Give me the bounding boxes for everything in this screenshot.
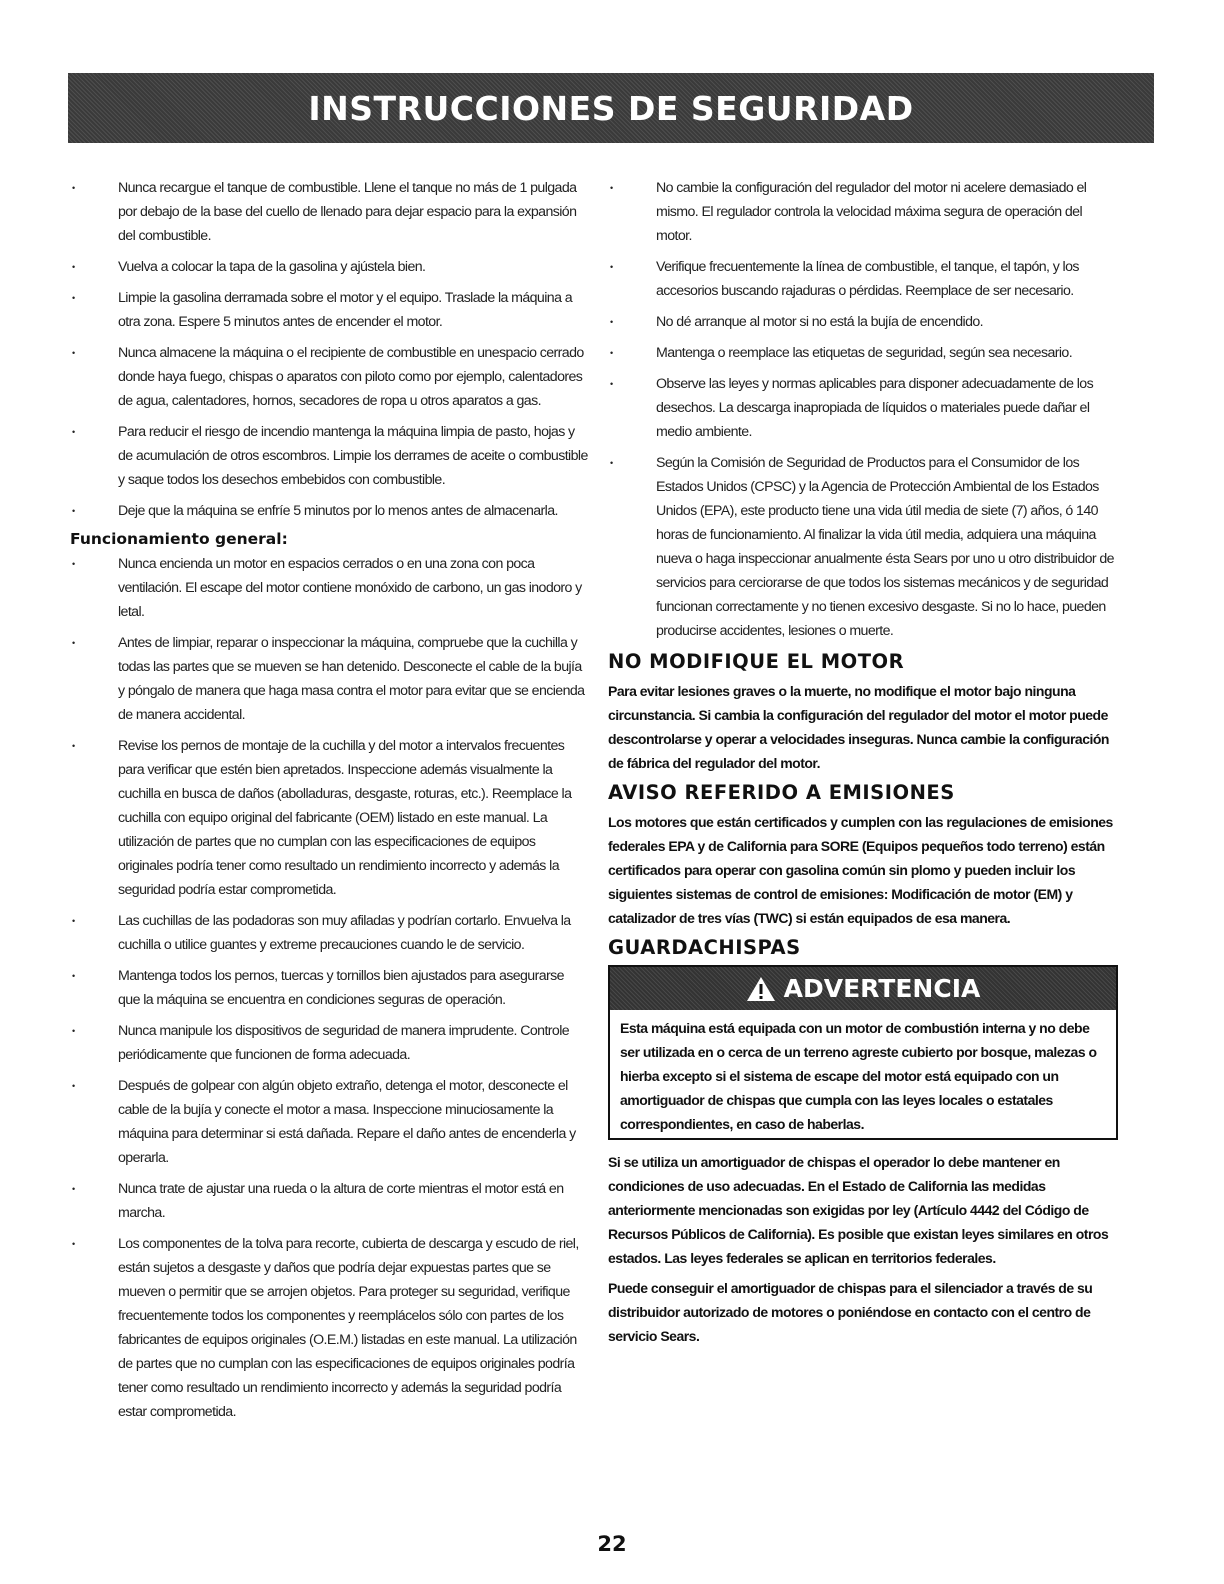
page-number: 22 xyxy=(597,1532,627,1556)
list-item: • Verifique frecuentemente la línea de combustible, el tanque, el tapón, y los accesorios buscando rajaduras o pérdidas. Reemplace de ser necesario. xyxy=(608,255,1118,303)
list-item: • Después de golpear con algún objeto extraño, detenga el motor, desconecte el cable de la bujía y conecte el motor a masa. Inspeccione minuciosamente la máquina para determinar si está dañada. Repare el daño antes de encenderla y operarla. xyxy=(70,1074,588,1170)
list-item: • Nunca recargue el tanque de combustible. Llene el tanque no más de 1 pulgada por debajo de la base del cuello de llenado para dejar espacio para la expansión del combustible. xyxy=(70,176,588,248)
warning-triangle-icon xyxy=(746,976,776,1002)
emissions-heading: AVISO REFERIDO A EMISIONES xyxy=(608,781,955,804)
emissions-text: Los motores que están certificados y cumplen con las regulaciones de emisiones federales EPA y de California para SORE (Equipos pequeños todo terreno) están certificados para operar con gasolina común sin plomo y pueden incluir los siguientes sistemas de control de emisiones: Modificación de motor (EM) y catalizador de tres vías (TWC) si están equipados de esa manera. xyxy=(608,814,1113,926)
general-operation-heading: Funcionamiento general: xyxy=(70,530,288,548)
spark-arrester-heading: GUARDACHISPAS xyxy=(608,936,801,959)
header-banner xyxy=(68,73,1154,143)
list-item: • Vuelva a colocar la tapa de la gasolina y ajústela bien. xyxy=(70,255,588,279)
general-operation-list xyxy=(70,552,588,1424)
list-item: • Limpie la gasolina derramada sobre el motor y el equipo. Traslade la máquina a otra zona. Espere 5 minutos antes de encender el motor. xyxy=(70,286,588,334)
list-item: • Antes de limpiar, reparar o inspeccionar la máquina, compruebe que la cuchilla y todas las partes que se mueven se han detenido. Desconecte el cable de la bujía y póngalo de manera que haga masa contra el motor para evitar que se encienda de manera accidental. xyxy=(70,631,588,727)
list-item: • Deje que la máquina se enfríe 5 minutos por lo menos antes de almacenarla. xyxy=(70,499,588,523)
list-item: • Nunca almacene la máquina o el recipiente de combustible en unespacio cerrado donde haya fuego, chispas o aparatos con piloto como por ejemplo, calentadores de agua, calentadores, hornos, secadores de ropa u otros aparatos a gas. xyxy=(70,341,588,413)
list-item: • No dé arranque al motor si no está la bujía de encendido. xyxy=(608,310,1118,334)
list-item: • Las cuchillas de las podadoras son muy afiladas y podrían cortarlo. Envuelva la cuchilla o utilice guantes y extreme precauciones cuando le de servicio. xyxy=(70,909,588,957)
list-item: • Mantenga o reemplace las etiquetas de seguridad, según sea necesario. xyxy=(608,341,1118,365)
list-item: • Para reducir el riesgo de incendio mantenga la máquina limpia de pasto, hojas y de acumulación de otros escombros. Limpie los derrames de aceite o combustible y saque todos los desechos embebidos con combustible. xyxy=(70,420,588,492)
warning-header xyxy=(610,967,1116,1010)
motor-heading: NO MODIFIQUE EL MOTOR xyxy=(608,650,905,673)
list-item: • Observe las leyes y normas aplicables para disponer adecuadamente de los desechos. La descarga inapropiada de líquidos o materiales puede dañar el medio ambiente. xyxy=(608,372,1118,444)
maintenance-list xyxy=(608,176,1118,643)
motor-text: Para evitar lesiones graves o la muerte, no modifique el motor bajo ninguna circunstancia. Si cambia la configuración del regulador del motor el motor puede descontrolarse y operar a velocidades inseguras. Nunca cambie la configuración de fábrica del regulador del motor. xyxy=(608,683,1109,771)
left-column xyxy=(70,176,588,1431)
warning-box xyxy=(608,965,1118,1140)
spark-arrester-text-2: Puede conseguir el amortiguador de chispas para el silenciador a través de su distribuidor autorizado de motores o poniéndose en contacto con el centro de servicio Sears. xyxy=(608,1280,1093,1344)
warning-text: Esta máquina está equipada con un motor de combustión interna y no debe ser utilizada en o cerca de un terreno agreste cubierto por bosque, malezas o hierba excepto si el sistema de escape del motor está equipado con un amortiguador de chispas que cumpla con las leyes locales o estatales correspondientes, en caso de haberlas. xyxy=(620,1020,1097,1132)
list-item: • Los componentes de la tolva para recorte, cubierta de descarga y escudo de riel, están sujetos a desgaste y daños que podría dejar expuestas partes que se mueven o permitir que se arrojen objetos. Para proteger su seguridad, verifique frecuentemente todos los componentes y reemplácelos sólo con partes de los fabricantes de equipos originales (O.E.M.) listadas en este manual. La utilización de partes que no cumplan con las especificaciones de equipos originales podría tener como resultado un rendimiento incorrecto y además la seguridad podría estar comprometida. xyxy=(70,1232,588,1424)
list-item: • Según la Comisión de Seguridad de Productos para el Consumidor de los Estados Unidos (CPSC) y la Agencia de Protección Ambiental de los Estados Unidos (EPA), este producto tiene una vida útil media de siete (7) años, ó 140 horas de funcionamiento. Al finalizar la vida útil media, adquiera una máquina nueva o haga inspeccionar anualmente ésta Sears por uno u otro distribuidor de servicios para cerciorarse de que todos los sistemas mecánicos y de seguridad funcionan correctamente y no tienen excesivo desgaste. Si no lo hace, pueden producirse accidentes, lesiones o muerte. xyxy=(608,451,1118,643)
fuel-safety-list xyxy=(70,176,588,523)
list-item: • Revise los pernos de montaje de la cuchilla y del motor a intervalos frecuentes para verificar que estén bien apretados. Inspeccione además visualmente la cuchilla en busca de daños (abolladuras, desgaste, roturas, etc.). Reemplace la cuchilla con equipo original del fabricante (OEM) listado en este manual. La utilización de partes que no cumplan con las especificaciones de equipos originales podría tener como resultado un rendimiento incorrecto y además la seguridad podría estar comprometida. xyxy=(70,734,588,902)
list-item: • Nunca trate de ajustar una rueda o la altura de corte mientras el motor está en marcha. xyxy=(70,1177,588,1225)
spark-arrester-text-1: Si se utiliza un amortiguador de chispas el operador lo debe mantener en condiciones de uso adecuadas. En el Estado de California las medidas anteriormente mencionadas son exigidas por ley (Artículo 4442 del Código de Recursos Públicos de California). Es posible que existan leyes similares en otros estados. Las leyes federales se aplican en territorios federales. xyxy=(608,1154,1109,1266)
page-title: INSTRUCCIONES DE SEGURIDAD xyxy=(308,88,914,128)
list-item: • Nunca encienda un motor en espacios cerrados o en una zona con poca ventilación. El escape del motor contiene monóxido de carbono, un gas inodoro y letal. xyxy=(70,552,588,624)
list-item: • Mantenga todos los pernos, tuercas y tornillos bien ajustados para asegurarse que la máquina se encuentra en condiciones seguras de operación. xyxy=(70,964,588,1012)
list-item: • No cambie la configuración del regulador del motor ni acelere demasiado el mismo. El regulador controla la velocidad máxima segura de operación del motor. xyxy=(608,176,1118,248)
right-column xyxy=(608,176,1118,1354)
list-item: • Nunca manipule los dispositivos de seguridad de manera imprudente. Controle periódicamente que funcionen de forma adecuada. xyxy=(70,1019,588,1067)
warning-title: ADVERTENCIA xyxy=(783,974,981,1003)
